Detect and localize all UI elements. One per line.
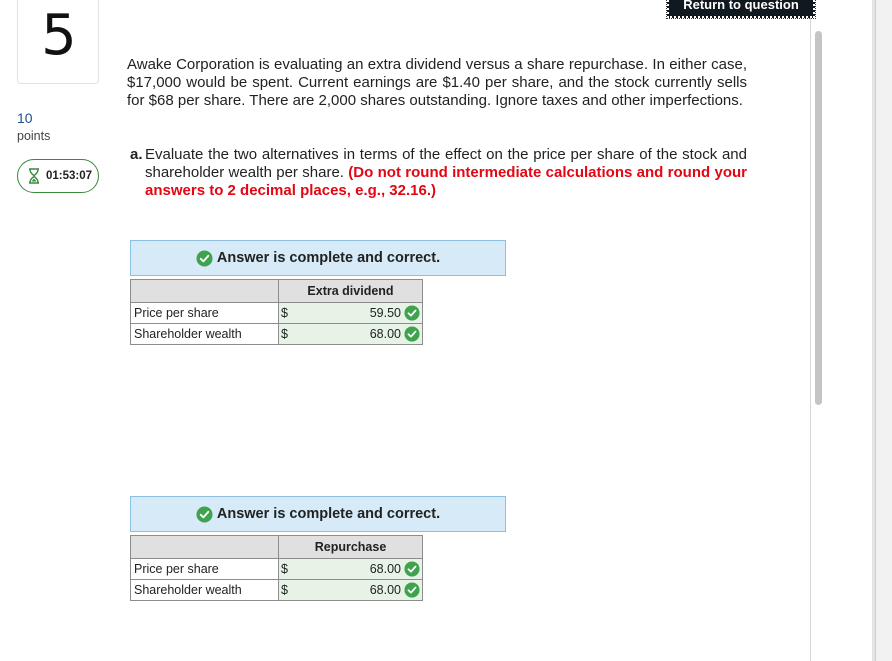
answer-field[interactable] (299, 559, 423, 580)
repurchase-table (130, 535, 423, 601)
check-circle-icon (196, 250, 213, 267)
answer-status-banner (130, 496, 506, 532)
check-circle-icon (404, 305, 420, 321)
side-panel-strip (875, 0, 892, 661)
currency-symbol: $ (279, 559, 299, 580)
row-label: Price per share (131, 559, 279, 580)
answer-value: 68.00 (369, 327, 401, 341)
hourglass-icon (27, 168, 41, 184)
points-label: points (17, 129, 51, 143)
check-circle-icon (404, 326, 420, 342)
table-row (131, 324, 423, 345)
answer-status-text: Answer is complete and correct. (216, 506, 441, 522)
table-header (279, 280, 423, 303)
question-number-card (17, 0, 99, 84)
part-a-text: Evaluate the two alternatives in terms of the effect on the price per share of the stock and shareholder wealth per share. (145, 146, 747, 181)
answer-field[interactable] (299, 303, 423, 324)
row-label: Shareholder wealth (131, 324, 279, 345)
part-a (130, 146, 747, 200)
check-circle-icon (404, 582, 420, 598)
timer-badge (17, 159, 99, 193)
currency-symbol: $ (279, 580, 299, 601)
extra-dividend-table (130, 279, 423, 345)
answer-status-text: Answer is complete and correct. (216, 250, 441, 266)
points-value: 10 (17, 110, 33, 126)
answer-status-banner (130, 240, 506, 276)
table-spacer (131, 536, 279, 559)
scrollbar-thumb[interactable] (815, 31, 822, 405)
part-a-body (145, 146, 747, 200)
currency-symbol: $ (279, 324, 299, 345)
table-header-label: Extra dividend (307, 284, 394, 298)
answer-value: 59.50 (369, 306, 401, 320)
table-header (279, 536, 423, 559)
table-row (131, 559, 423, 580)
content-divider (810, 0, 811, 661)
table-row (131, 580, 423, 601)
answer-field[interactable] (299, 580, 423, 601)
answer-value: 68.00 (369, 562, 401, 576)
table-header-label: Repurchase (314, 540, 387, 554)
answer-field[interactable] (299, 324, 423, 345)
question-stem: Awake Corporation is evaluating an extra dividend versus a share repurchase. In either case, $17,000 would be spent. Current earnings are $1.40 per share, and the stock currently sells for $68 per share. There are 2,000 shares outstanding. Ignore taxes and other imperfections. (127, 56, 747, 109)
question-number: 5 (41, 3, 77, 68)
part-a-instruction: (Do not round intermediate calculations and round your answers to 2 decimal places, e.g., 32.16.) (145, 164, 747, 199)
row-label: Price per share (131, 303, 279, 324)
part-a-letter: a. (130, 146, 143, 163)
currency-symbol: $ (279, 303, 299, 324)
answer-value: 68.00 (369, 583, 401, 597)
table-spacer (131, 280, 279, 303)
check-circle-icon (404, 561, 420, 577)
timer-text: 01:53:07 (46, 170, 93, 182)
check-circle-icon (196, 506, 213, 523)
row-label: Shareholder wealth (131, 580, 279, 601)
table-row (131, 303, 423, 324)
return-to-question-button[interactable]: Return to question (667, 0, 815, 18)
